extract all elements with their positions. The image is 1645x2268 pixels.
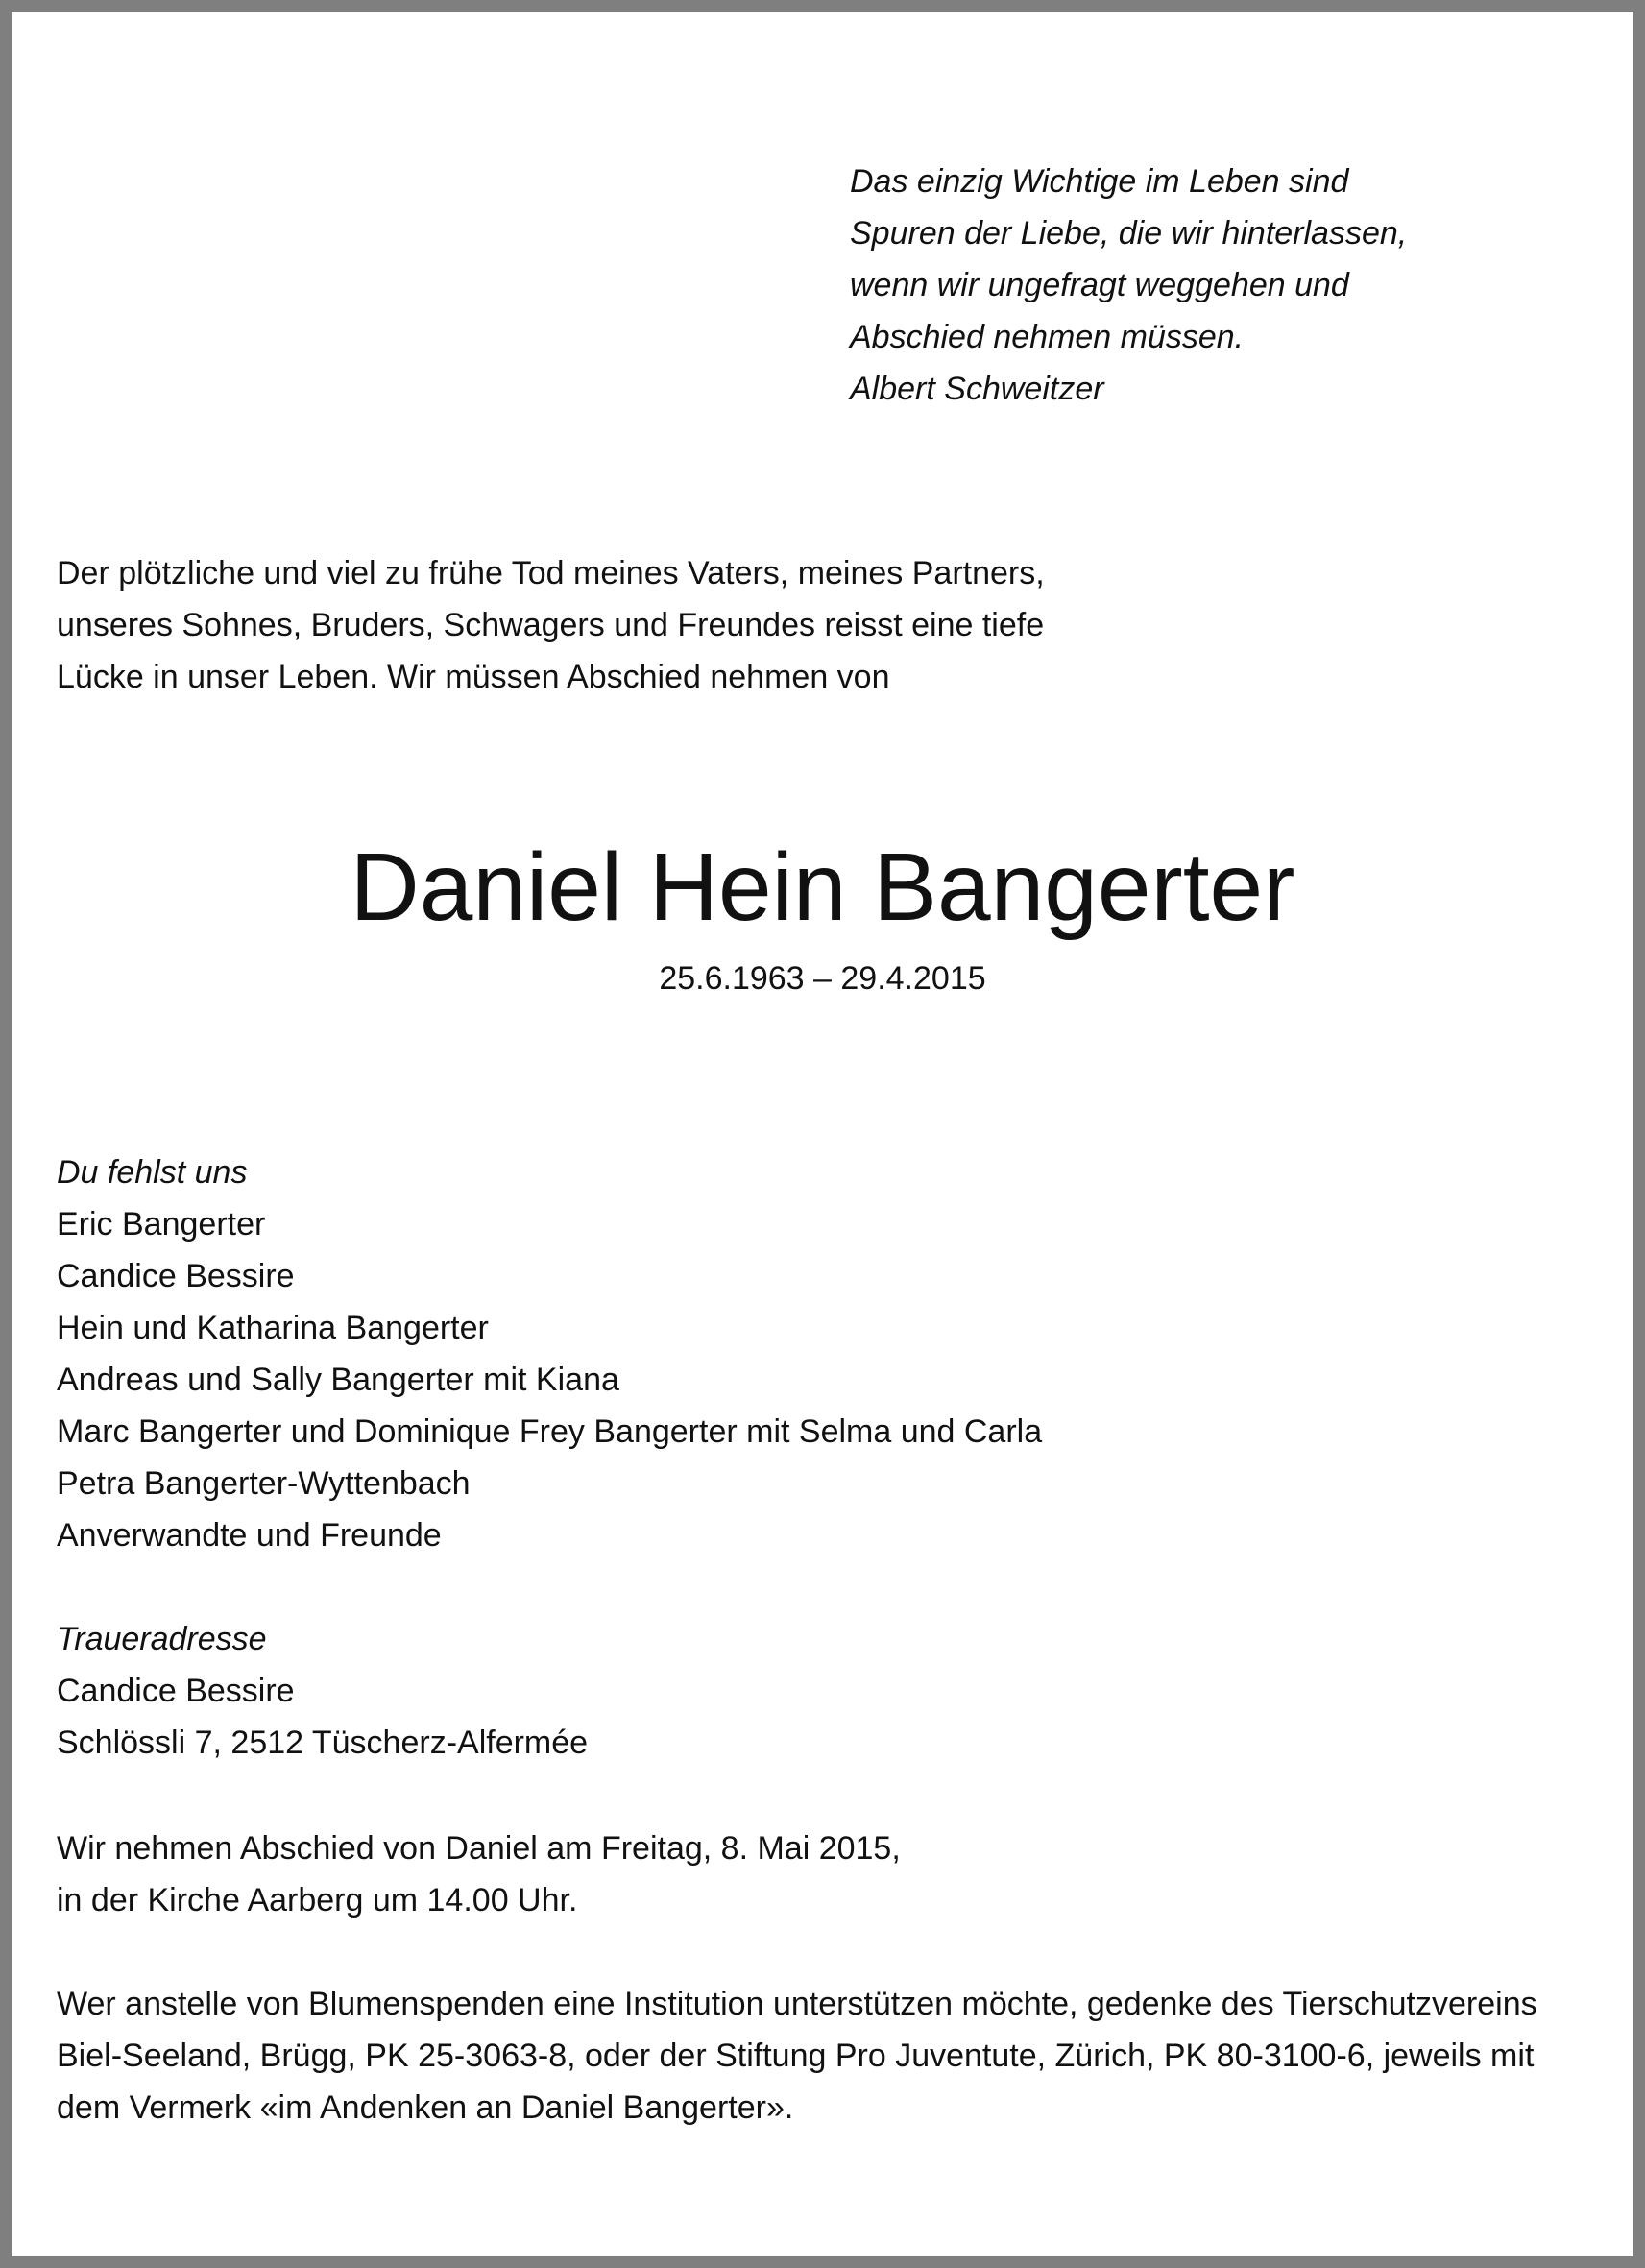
mourner-name: Petra Bangerter-Wyttenbach bbox=[57, 1465, 471, 1502]
mourner-name: Hein und Katharina Bangerter bbox=[57, 1310, 489, 1346]
intro-paragraph bbox=[57, 547, 1045, 703]
mourner-name: Marc Bangerter und Dominique Frey Bangerter mit Selma und Carla bbox=[57, 1413, 1043, 1450]
address-line: Candice Bessire bbox=[57, 1673, 295, 1709]
deceased-name: Daniel Hein Bangerter bbox=[350, 833, 1295, 941]
ceremony-notice bbox=[57, 1822, 901, 1926]
mourning-address bbox=[57, 1613, 588, 1769]
ceremony-line: in der Kirche Aarberg um 14.00 Uhr. bbox=[57, 1882, 578, 1918]
donation-notice bbox=[57, 1978, 1537, 2134]
mourners-list bbox=[57, 1146, 1042, 1561]
quote-line: Das einzig Wichtige im Leben sind bbox=[850, 163, 1349, 200]
mourner-name: Andreas und Sally Bangerter mit Kiana bbox=[57, 1362, 619, 1398]
mourners-heading: Du fehlst uns bbox=[57, 1154, 248, 1191]
address-line: Schlössli 7, 2512 Tüscherz-Alfermée bbox=[57, 1725, 589, 1761]
address-heading: Traueradresse bbox=[57, 1621, 267, 1657]
donation-line: dem Vermerk «im Andenken an Daniel Bangerter». bbox=[57, 2089, 794, 2126]
mourner-name: Candice Bessire bbox=[57, 1258, 295, 1294]
quote-line: wenn wir ungefragt weggehen und bbox=[850, 267, 1349, 303]
mourner-name: Anverwandte und Freunde bbox=[57, 1517, 442, 1554]
life-dates: 25.6.1963 – 29.4.2015 bbox=[659, 960, 986, 997]
obituary-page bbox=[12, 12, 1633, 2256]
quote-line: Abschied nehmen müssen. bbox=[850, 319, 1245, 355]
quote-author: Albert Schweitzer bbox=[850, 371, 1104, 407]
intro-line: Lücke in unser Leben. Wir müssen Abschied nehmen von bbox=[57, 659, 890, 695]
donation-line: Biel-Seeland, Brügg, PK 25-3063-8, oder der Stiftung Pro Juventute, Zürich, PK 80-3100-6, jeweils mit bbox=[57, 2038, 1535, 2074]
ceremony-line: Wir nehmen Abschied von Daniel am Freitag, 8. Mai 2015, bbox=[57, 1830, 901, 1867]
mourner-name: Eric Bangerter bbox=[57, 1206, 266, 1243]
quote-line: Spuren der Liebe, die wir hinterlassen, bbox=[850, 215, 1408, 252]
donation-line: Wer anstelle von Blumenspenden eine Institution unterstützen möchte, gedenke des Tierschutzvereins bbox=[57, 1986, 1537, 2022]
intro-line: unseres Sohnes, Bruders, Schwagers und Freundes reisst eine tiefe bbox=[57, 607, 1045, 643]
epigraph-quote bbox=[850, 156, 1407, 415]
intro-line: Der plötzliche und viel zu frühe Tod meines Vaters, meines Partners, bbox=[57, 555, 1045, 591]
